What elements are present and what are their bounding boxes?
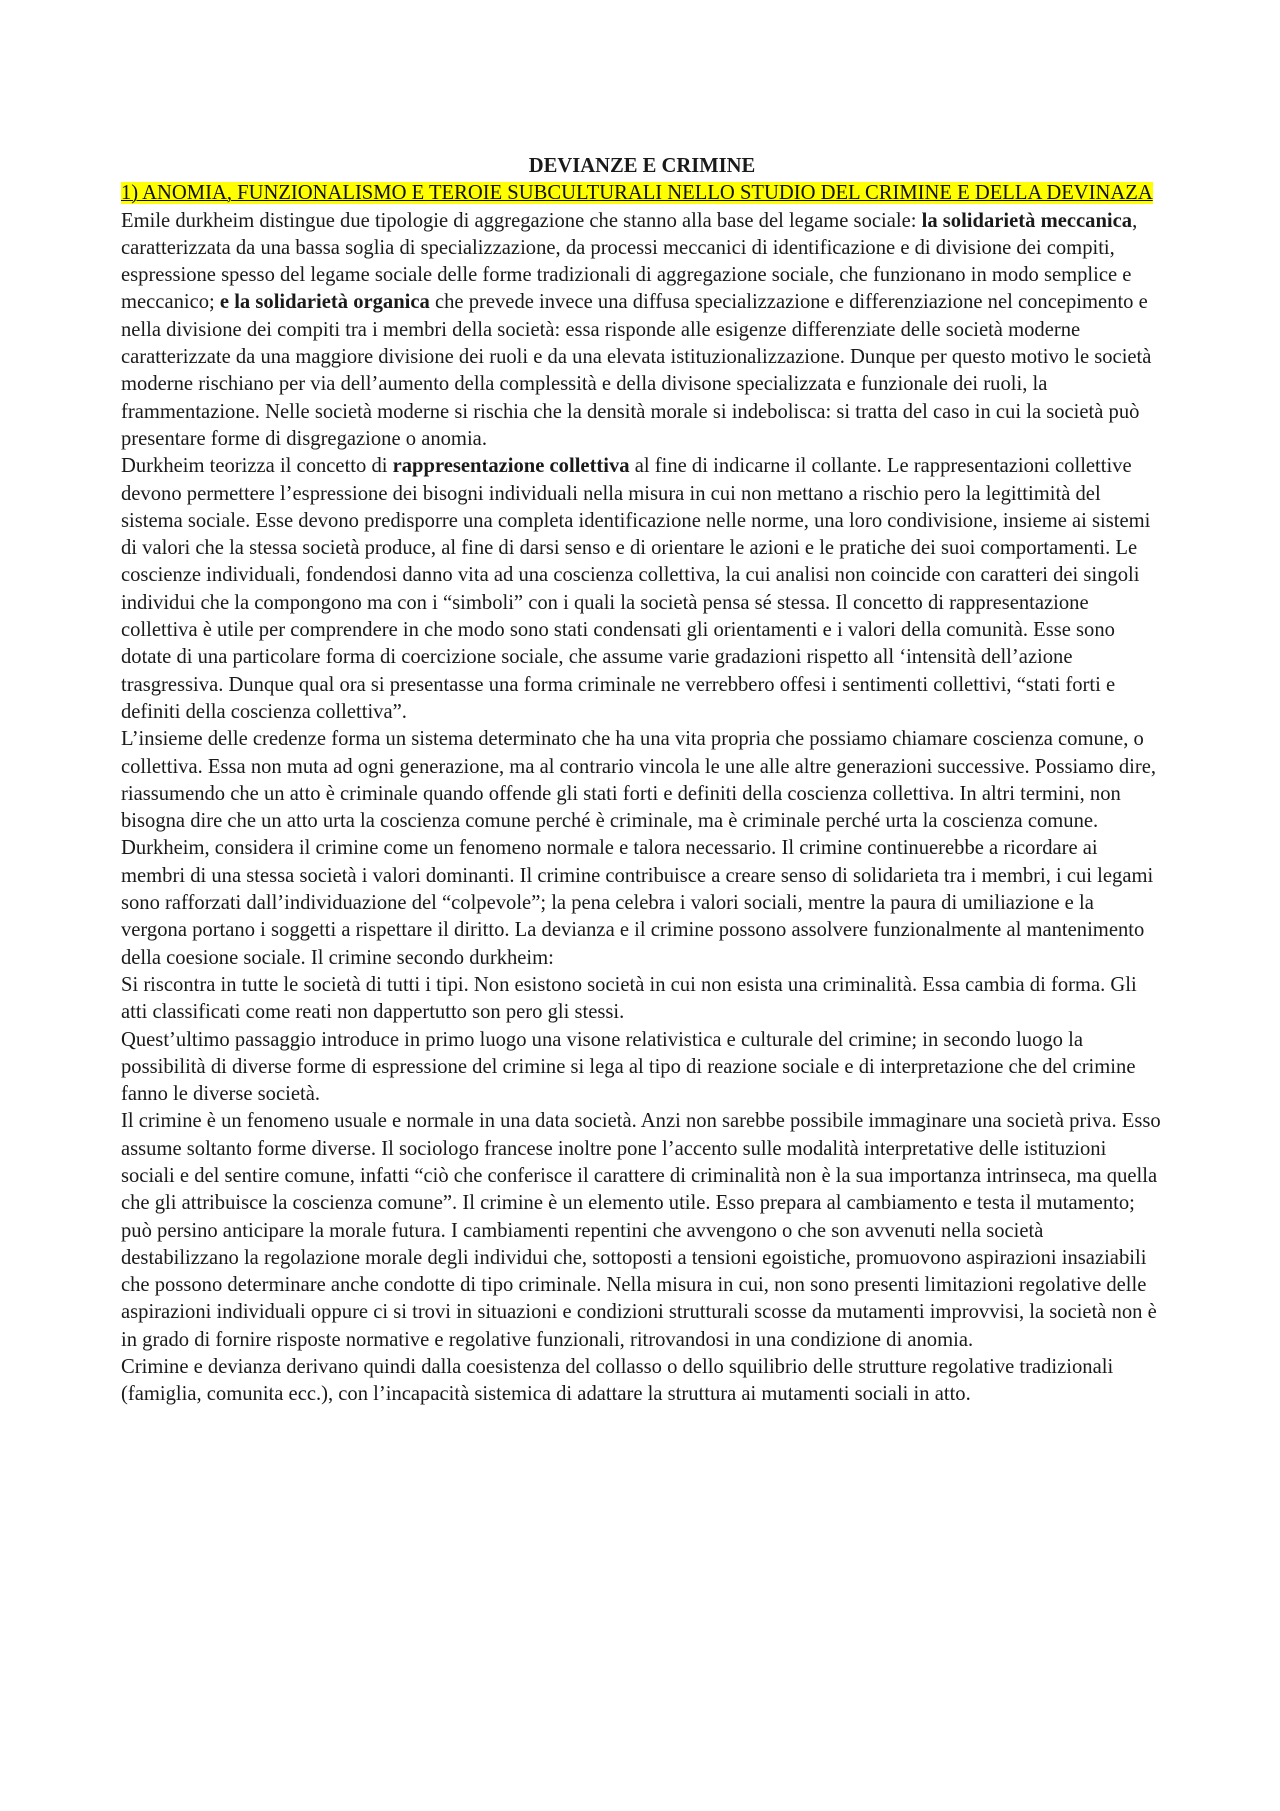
paragraph-collective-conscience: L’insieme delle credenze forma un sistema determinato che ha una vita propria che possiamo chiamare coscienza comune, o collettiva. Essa non muta ad ogni generazione, ma al contrario vincola le une alle altre generazioni successive. Possiamo dire, riassumendo che un atto è criminale quando offende gli stati forti e definiti della coscienza collettiva. In altri termini, non bisogna dire che un atto urta la coscienza comune perché è criminale, ma è criminale perché urta la coscienza comune. (121, 728, 1157, 833)
paragraph-relativistic-view: Quest’ultimo passaggio introduce in primo luogo una visone relativistica e culturale del crimine; in secondo luogo la possibilità di diverse forme di espressione del crimine si lega al tipo di reazione sociale e di interpretazione che del crimine fanno le diverse società. (121, 1028, 1136, 1106)
text-run: al fine di indicarne il collante. Le rappresentazioni collettive devono permettere l’espressione dei bisogni individuali nella misura in cui non mettano a rischio pero la legittimità del sistema sociale. Esse devono predisporre una completa identificazione nelle norme, una loro condivisione, insieme ai sistemi di valori che la stessa società produce, al fine di darsi senso e di orientare le azioni e le pratiche dei suoi comportamenti. Le coscienze individuali, fondendosi danno vita ad una coscienza collettiva, la cui analisi non coincide con caratteri dei singoli individui che la compongono ma con i “simboli” con i quali la società pensa sé stessa. Il concetto di rappresentazione collettiva è utile per comprendere in che modo sono stati condensati gli orientamenti e i valori della comunità. Esse sono dotate di una particolare forma di coercizione sociale, che assume varie gradazioni rispetto all ‘intensità dell’azione trasgressiva. Dunque qual ora si presentasse una forma criminale ne verrebbero offesi i sentimenti collettivi, “stati forti e definiti della coscienza collettiva”. (121, 455, 1151, 723)
text-run: Emile durkheim distingue due tipologie di aggregazione che stanno alla base del legame sociale: (121, 209, 922, 232)
text-run: Durkheim teorizza il concetto di (121, 455, 393, 478)
text-run: , caratterizzata da una bassa soglia di specializzazione, da processi meccanici di identificazione e di divisione dei compiti, espressione spesso del legame sociale delle forme tradizionali di aggregazione sociale, che funzionano in modo semplice e meccanico; (121, 209, 1138, 314)
document-page (121, 153, 1163, 1409)
bold-term-collective-representation: rappresentazione collettiva (392, 455, 630, 478)
paragraph-crime-universal: Si riscontra in tutte le società di tutti i tipi. Non esistono società in cui non esista una criminalità. Essa cambia di forma. Gli atti classificati come reati non dappertutto son pero gli stessi. (121, 973, 1137, 1024)
paragraph-crime-utility: Il crimine è un fenomeno usuale e normale in una data società. Anzi non sarebbe possibile immaginare una società priva. Esso assume soltanto forme diverse. Il sociologo francese inoltre pone l’accento sulle modalità interpretative delle istituzioni sociali e del sentire comune, infatti “ciò che conferisce il carattere di criminalità non è la sua importanza intrinseca, ma quella che gli attribuisce la coscienza comune”. Il crimine è un elemento utile. Esso prepara al cambiamento e testa il mutamento; può persino anticipare la morale futura. I cambiamenti repentini che avvengono o che son avvenuti nella società destabilizzano la regolazione morale degli individui che, sottoposti a tensioni egoistiche, promuovono aspirazioni insaziabili che possono determinare anche condotte di tipo criminale. Nella misura in cui, non sono presenti limitazioni regolative delle aspirazioni individuali oppure ci si trovi in situazioni e condizioni strutturali scosse da mutamenti improvvisi, la società non è in grado di fornire risposte normative e regolative funzionali, ritrovandosi in una condizione di anomia. (121, 1110, 1161, 1351)
text-run: che prevede invece una diffusa specializzazione e differenziazione nel concepimento e nella divisione dei compiti tra i membri della società: essa risponde alle esigenze differenziate delle società moderne caratterizzate da una maggiore divisione dei ruoli e da una elevata istituzionalizzazione. Dunque per questo motivo le società moderne rischiano per via dell’aumento della complessità e della divisone specializzata e funzionale dei ruoli, la frammentazione. Nelle società moderne si rischia che la densità morale si indebolisca: si tratta del caso in cui la società può presentare forme di disgregazione o anomia. (121, 291, 1152, 450)
paragraph-solidarity (121, 208, 1163, 454)
bold-term-organic-solidarity: e la solidarietà organica (219, 291, 430, 314)
paragraph-collective-representation (121, 453, 1163, 726)
section-heading (121, 180, 1163, 207)
document-title: DEVIANZE E CRIMINE (528, 155, 756, 177)
highlighted-heading-text: 1) ANOMIA, FUNZIONALISMO E TEROIE SUBCULTURALI NELLO STUDIO DEL CRIMINE E DELLA DEVINAZA (121, 182, 1153, 205)
bold-term-mechanical-solidarity: la solidarietà meccanica (921, 209, 1133, 232)
paragraph-crime-normal: Durkheim, considera il crimine come un fenomeno normale e talora necessario. Il crimine continuerebbe a ricordare ai membri di una stessa società i valori dominanti. Il crimine contribuisce a creare senso di solidarieta tra i membri, i cui legami sono rafforzati dall’individuazione del “colpevole”; la pena celebra i valori sociali, mentre la paura di umiliazione e la vergona portano i soggetti a rispettare il diritto. La devianza e il crimine possono assolvere funzionalmente al mantenimento della coesione sociale. Il crimine secondo durkheim: (121, 837, 1154, 969)
paragraph-conclusion: Crimine e devianza derivano quindi dalla coesistenza del collasso o dello squilibrio delle strutture regolative tradizionali (famiglia, comunita ecc.), con l’incapacità sistemica di adattare la struttura ai mutamenti sociali in atto. (121, 1356, 1114, 1406)
